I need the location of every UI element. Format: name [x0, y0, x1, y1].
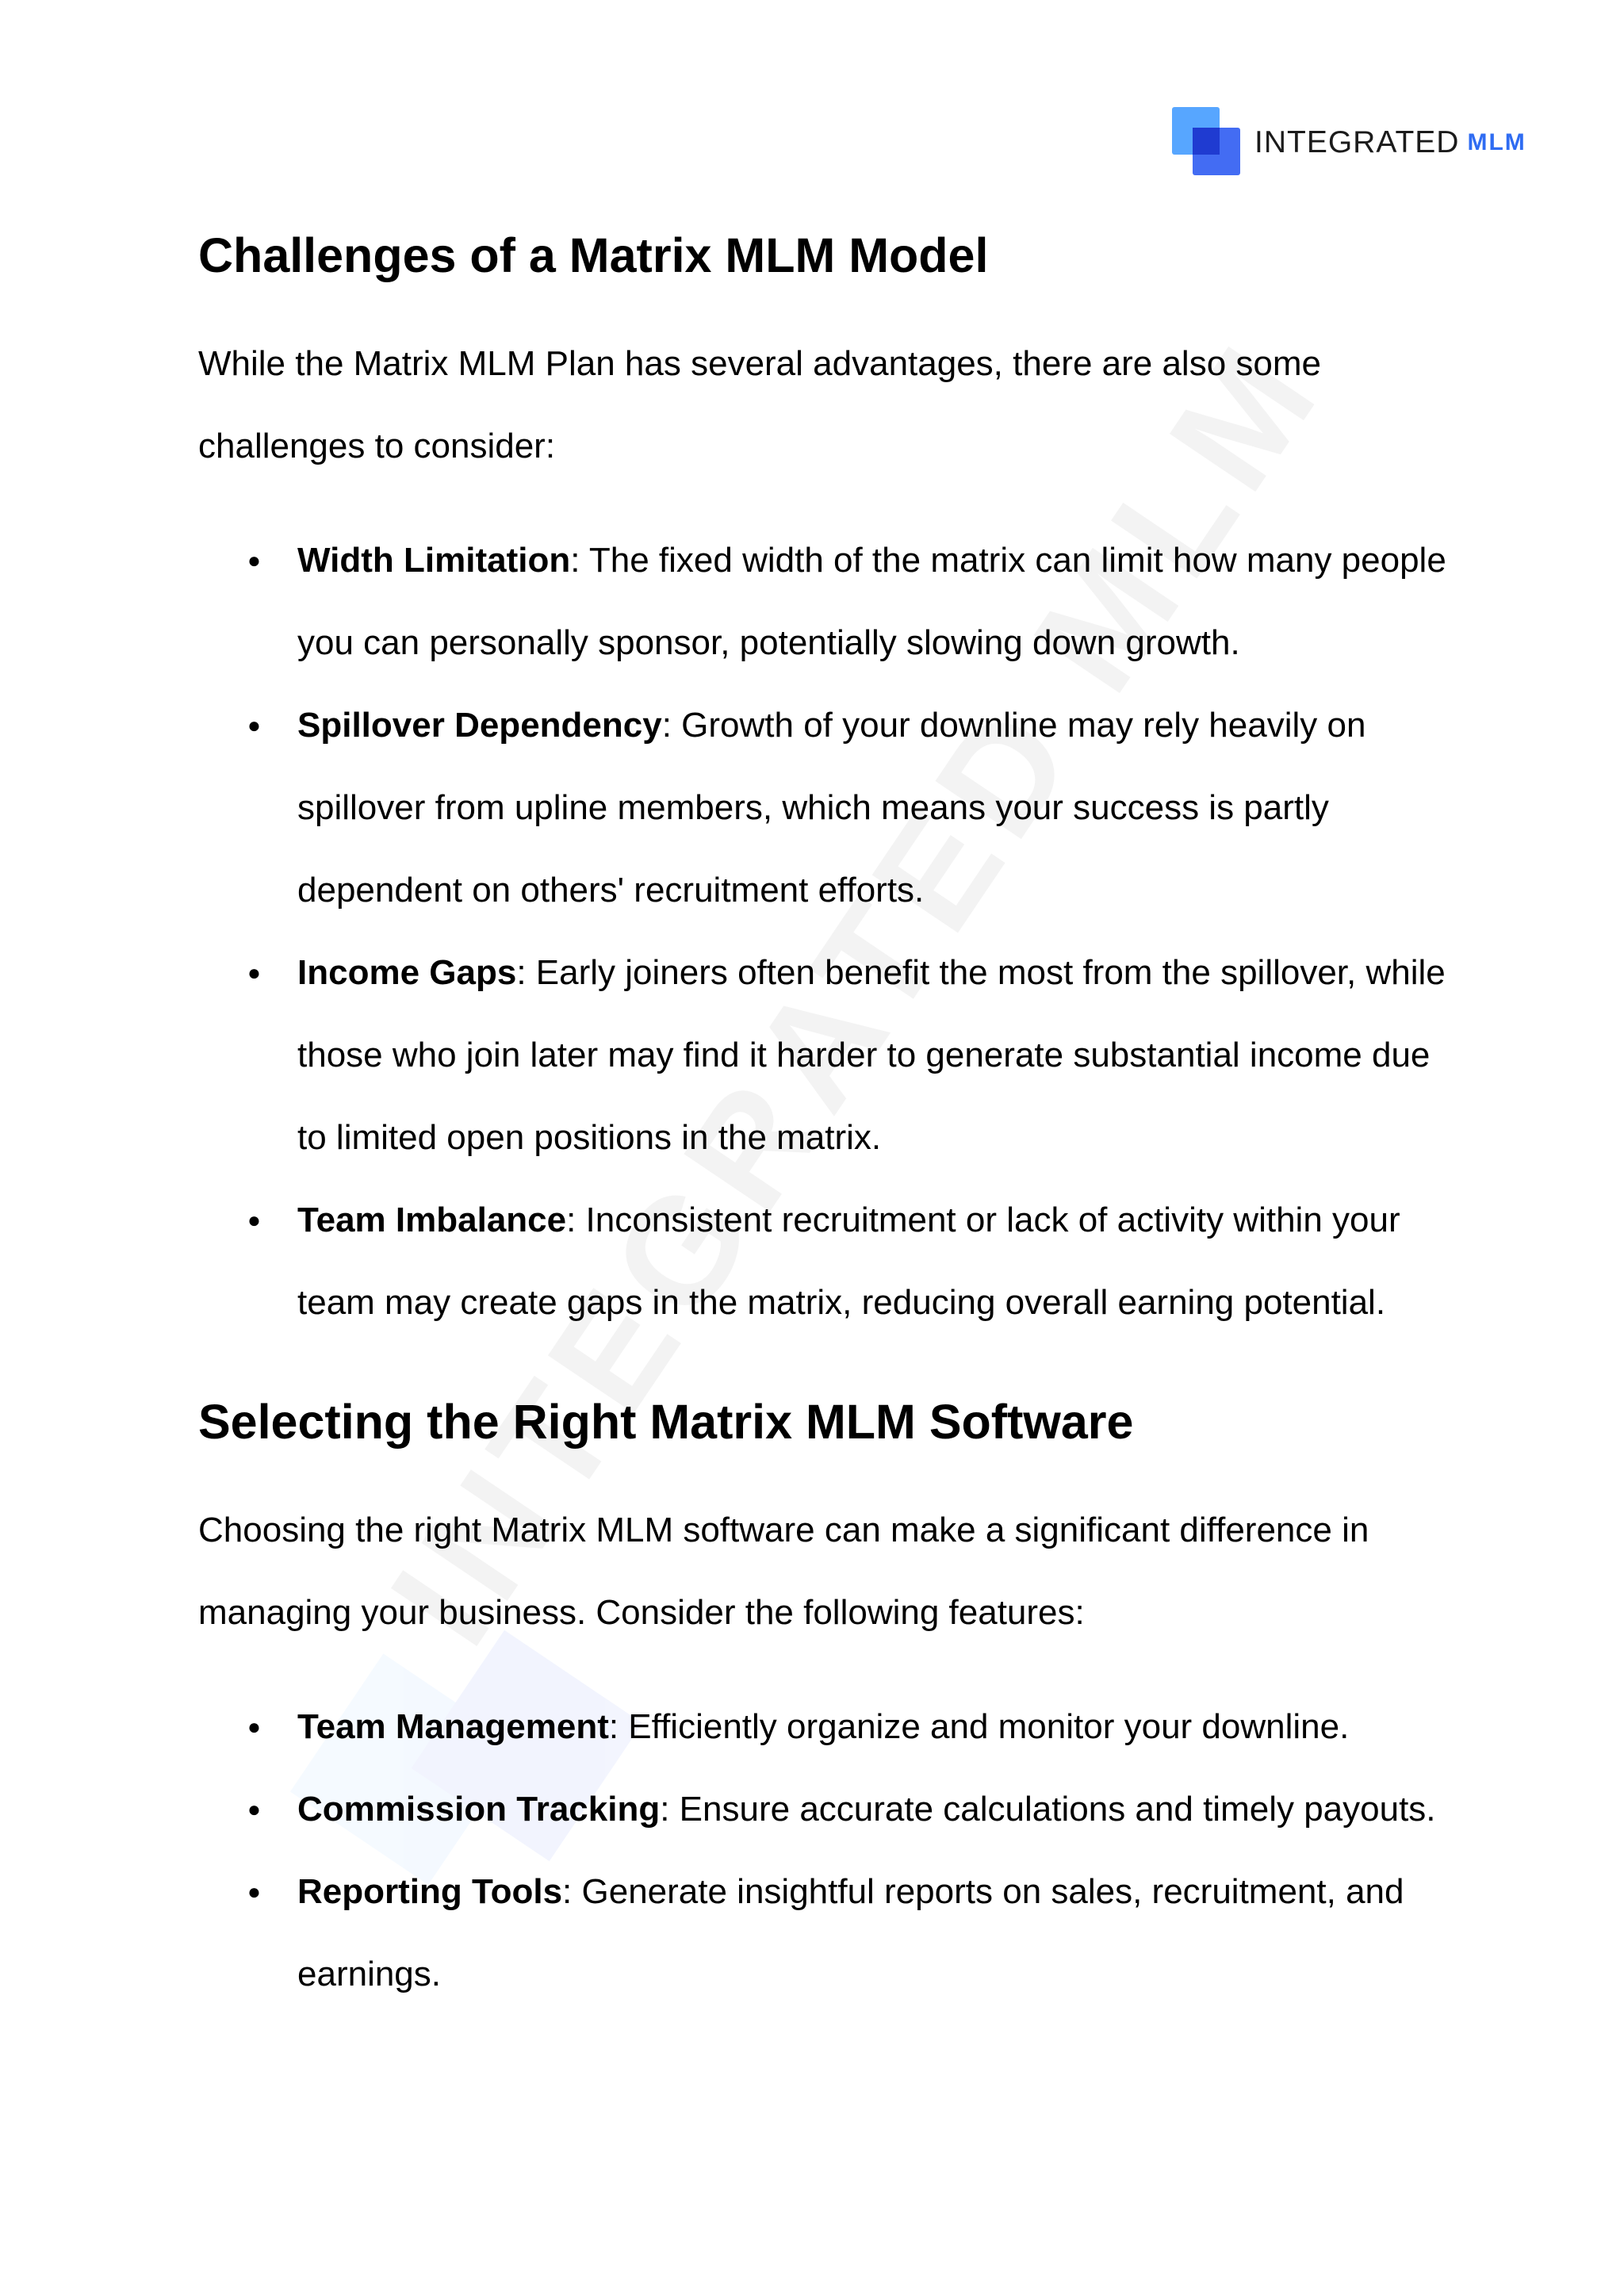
document-body: [198, 222, 1451, 2016]
list-item-text: : Generate insightful reports on sales, recruitment, and earnings.: [297, 1872, 1404, 1994]
list-item-term: Team Imbalance: [297, 1201, 567, 1240]
software-features-list: [198, 1686, 1451, 2016]
list-item-text: : The fixed width of the matrix can limit how many people you can personally sponsor, potentially slowing down growth.: [297, 541, 1446, 663]
challenges-list: [198, 519, 1451, 1344]
list-item-text: : Growth of your downline may rely heavily on spillover from upline members, which means your success is partly dependent on others' recruitment efforts.: [297, 706, 1366, 910]
list-item: [198, 519, 1451, 684]
brand-logo: [1172, 106, 1526, 179]
list-item-term: Reporting Tools: [297, 1872, 563, 1912]
list-item: [198, 1686, 1451, 1768]
list-item-term: Team Management: [297, 1707, 609, 1747]
section-intro-challenges: While the Matrix MLM Plan has several advantages, there are also some challenges to consider:: [198, 344, 1321, 466]
list-item: [198, 932, 1451, 1179]
section-intro-software: Choosing the right Matrix MLM software can make a significant difference in managing your business. Consider the following features:: [198, 1511, 1369, 1633]
list-item-text: : Efficiently organize and monitor your downline.: [608, 1707, 1350, 1747]
list-item-term: Income Gaps: [297, 953, 517, 993]
list-item: [198, 1179, 1451, 1344]
list-item-term: Width Limitation: [297, 541, 571, 580]
list-item: [198, 1768, 1451, 1851]
list-item-text: : Early joiners often benefit the most from the spillover, while those who join later may find it harder to generate substantial income due to limited open positions in the matrix.: [297, 953, 1446, 1158]
list-item-term: Commission Tracking: [297, 1790, 661, 1829]
list-item: [198, 684, 1451, 932]
overlapping-squares-logo-icon: [1172, 107, 1243, 178]
logo-suffix: MLM: [1467, 129, 1526, 155]
list-item: [198, 1851, 1451, 2016]
logo-wordmark: INTEGRATED: [1254, 125, 1460, 159]
section-heading-software: Selecting the Right Matrix MLM Software: [198, 1395, 1134, 1450]
list-item-text: : Ensure accurate calculations and timely payouts.: [660, 1790, 1436, 1829]
list-item-text: : Inconsistent recruitment or lack of activity within your team may create gaps in the matrix, reducing overall earning potential.: [297, 1201, 1400, 1323]
section-heading-challenges: Challenges of a Matrix MLM Model: [198, 228, 989, 282]
list-item-term: Spillover Dependency: [297, 706, 662, 745]
